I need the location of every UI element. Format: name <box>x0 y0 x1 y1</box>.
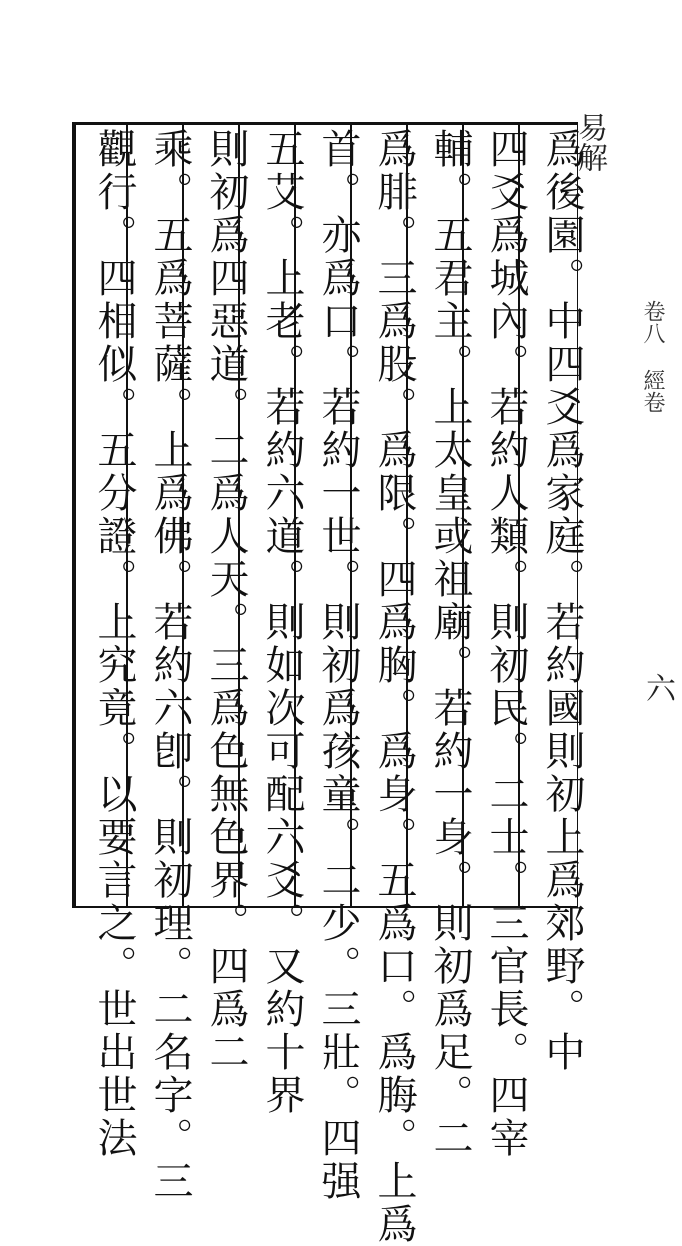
text-column: 四爻爲城內。若約人類。則初民。二士。三官長。四宰 <box>483 128 529 1160</box>
text-column: 乘。五爲菩薩。上爲佛。若約六卽。則初理。二名字。三 <box>147 128 193 1203</box>
text-column: 五艾。上老。若約六道。則如次可配六爻。又約十界 <box>259 128 305 1117</box>
text-column: 輔。五君主。上太皇或祖廟。若約一身。則初爲足。二 <box>427 128 473 1160</box>
text-column: 則初爲四惡道。二爲人天。三爲色無色界。四爲二 <box>203 128 249 1074</box>
header-side-label: 卷八 經卷 <box>640 300 665 413</box>
text-column: 爲後園。中四爻爲家庭。若約國則初上爲郊野。中 <box>539 128 585 1074</box>
text-column: 首。亦爲口。若約一世。則初爲孩童。二少。三壯。四强 <box>315 128 361 1203</box>
text-column: 爲腓。三爲股。爲限。四爲胸。爲身。五爲口。爲脢。上爲 <box>371 128 417 1246</box>
header-fragment: 易解 <box>572 112 607 172</box>
text-column: 觀行。四相似。五分證。上究竟。以要言之。世出世法 <box>91 128 137 1160</box>
page-number: 六 <box>646 672 676 707</box>
